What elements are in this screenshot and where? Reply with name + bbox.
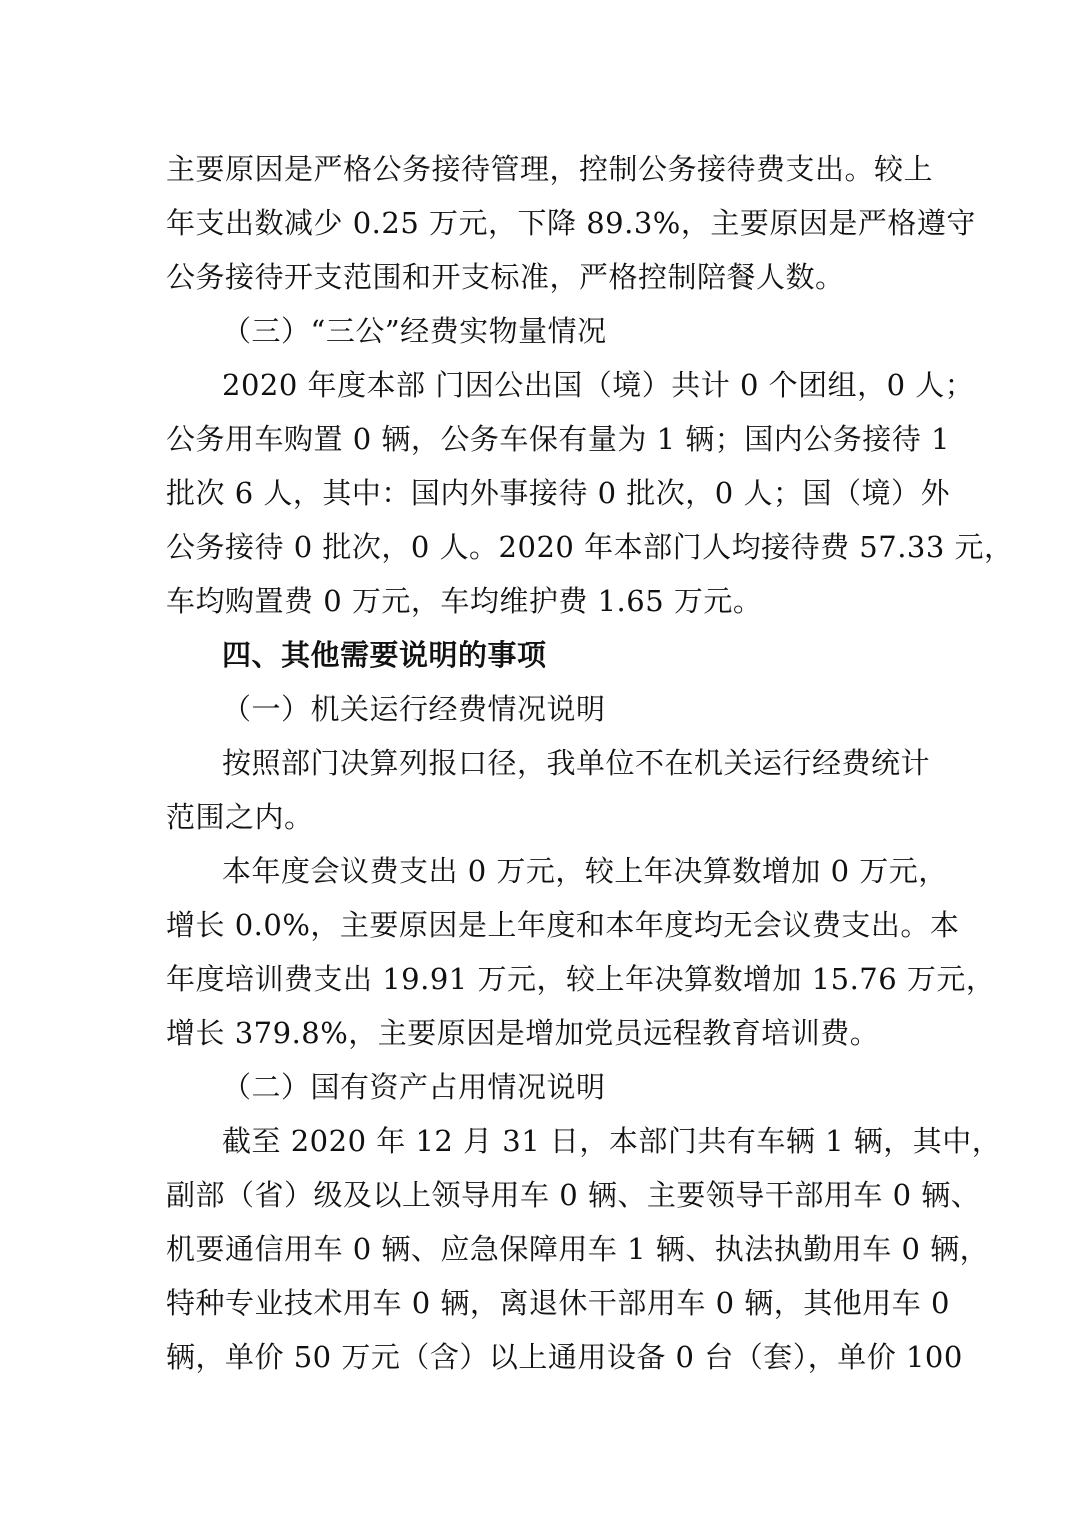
paragraph-line: 辆，单价 50 万元（含）以上通用设备 0 台（套），单价 100	[166, 1340, 963, 1374]
paragraph-line: 年支出数减少 0.25 万元，下降 89.3%，主要原因是严格遵守	[166, 206, 976, 240]
paragraph-line: 范围之内。	[166, 800, 314, 834]
paragraph-line: 截至 2020 年 12 月 31 日，本部门共有车辆 1 辆，其中，	[222, 1124, 1002, 1158]
section-heading: 四、其他需要说明的事项	[222, 638, 547, 672]
section-subheading: （二）国有资产占用情况说明	[222, 1070, 606, 1104]
paragraph-line: 特种专业技术用车 0 辆，离退休干部用车 0 辆，其他用车 0	[166, 1286, 950, 1320]
paragraph-line: 机要通信用车 0 辆、应急保障用车 1 辆、执法执勤用车 0 辆，	[166, 1232, 990, 1266]
paragraph-line: 2020 年度本部 门因公出国（境）共计 0 个团组，0 人；	[222, 368, 975, 402]
paragraph-line: 车均购置费 0 万元，车均维护费 1.65 万元。	[166, 584, 763, 618]
paragraph-line: 增长 379.8%，主要原因是增加党员远程教育培训费。	[166, 1016, 880, 1050]
paragraph-line: 增长 0.0%，主要原因是上年度和本年度均无会议费支出。本	[166, 908, 960, 942]
paragraph-line: 本年度会议费支出 0 万元，较上年决算数增加 0 万元，	[222, 854, 948, 888]
section-subheading: （一）机关运行经费情况说明	[222, 692, 606, 726]
paragraph-line: 按照部门决算列报口径，我单位不在机关运行经费统计	[222, 746, 931, 780]
paragraph-line: 公务用车购置 0 辆，公务车保有量为 1 辆；国内公务接待 1	[166, 422, 950, 456]
paragraph-line: 公务接待开支范围和开支标准，严格控制陪餐人数。	[166, 260, 845, 294]
paragraph-line: 主要原因是严格公务接待管理，控制公务接待费支出。较上	[166, 152, 934, 186]
section-subheading: （三）“三公”经费实物量情况	[222, 314, 607, 348]
paragraph-line: 批次 6 人，其中：国内外事接待 0 批次，0 人；国（境）外	[166, 476, 950, 510]
paragraph-line: 副部（省）级及以上领导用车 0 辆、主要领导干部用车 0 辆、	[166, 1178, 981, 1212]
paragraph-line: 公务接待 0 批次，0 人。2020 年本部门人均接待费 57.33 元，	[166, 530, 1014, 564]
paragraph-line: 年度培训费支出 19.91 万元，较上年决算数增加 15.76 万元，	[166, 962, 996, 996]
